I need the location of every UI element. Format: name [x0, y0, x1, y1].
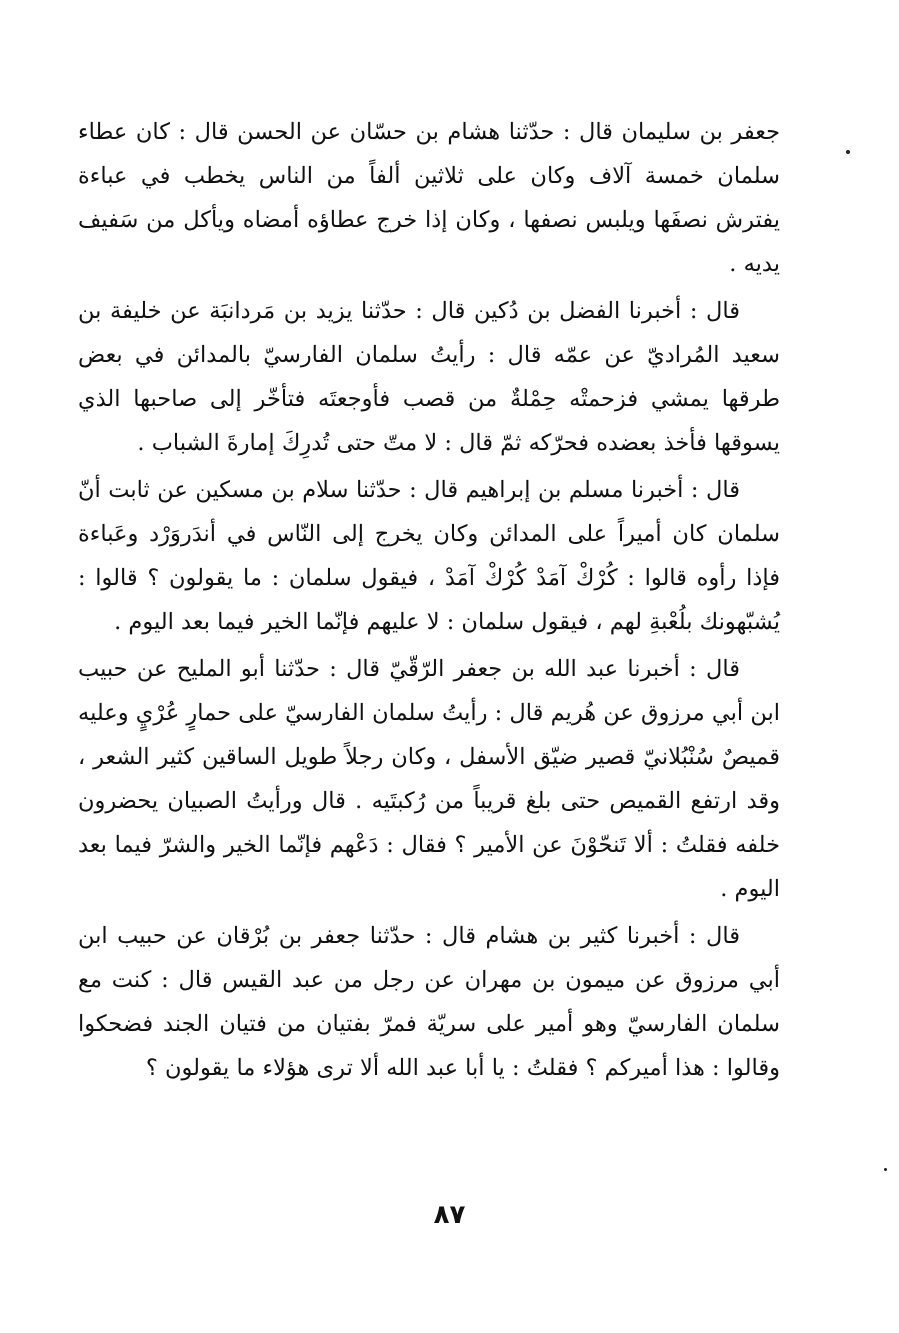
- paragraph-4: قال : أخبرنا عبد الله بن جعفر الرّقّيّ قال : حدّثنا أبو المليح عن حبيب ابن أبي مرزوق عن هُريم قال : رأيتُ سلمان الفارسيّ على حمارٍ عُرْيٍ وعليه قميصٌ سُنْبُلانيّ قصير ضيّق الأسفل ، وكان رجلاً طويل الساقين كثير الشعر ، وقد ارتفع القميص حتى بلغ قريباً من رُكبتَيه . قال ورأيتُ الصبيان يحضرون خلفه فقلتُ : ألا تَنحّوْنَ عن الأمير ؟ فقال : دَعْهم فإنّما الخير والشرّ فيما بعد اليوم .: [78, 656, 780, 902]
- scan-speck: [884, 1168, 887, 1171]
- page-number: ٨٧: [433, 1200, 466, 1230]
- paragraph-2: قال : أخبرنا الفضل بن دُكين قال : حدّثنا يزيد بن مَردانبَة عن خليفة بن سعيد المُراديّ عن عمّه قال : رأيتُ سلمان الفارسيّ بالمدائن في بعض طرقها يمشي فزحمتْه حِمْلةٌ من قصب فأوجعتَه فتأخّر إلى صاحبها الذي يسوقها فأخذ بعضده فحرّكه ثمّ قال : لا متّ حتى تُدرِكَ إمارةَ الشباب .: [78, 298, 780, 456]
- paragraph-3: قال : أخبرنا مسلم بن إبراهيم قال : حدّثنا سلام بن مسكين عن ثابت أنّ سلمان كان أميراً على المدائن وكان يخرج إلى النّاس في أندَروَرْد وعَباءة فإذا رأوه قالوا : كُرْكْ آمَدْ كُرْكْ آمَدْ ، فيقول سلمان : ما يقولون ؟ قالوا : يُشبّهونك بلُعْبةِ لهم ، فيقول سلمان : لا عليهم فإنّما الخير فيما بعد اليوم .: [78, 477, 780, 635]
- paragraph-5: قال : أخبرنا كثير بن هشام قال : حدّثنا جعفر بن بُرْقان عن حبيب ابن أبي مرزوق عن ميمون بن مهران عن رجل من عبد القيس قال : كنت مع سلمان الفارسيّ وهو أمير على سريّة فمرّ بفتيان من فتيان الجند فضحكوا وقالوا : هذا أميركم ؟ فقلتُ : يا أبا عبد الله ألا ترى هؤلاء ما يقولون ؟: [78, 923, 780, 1081]
- paragraph-1: جعفر بن سليمان قال : حدّثنا هشام بن حسّان عن الحسن قال : كان عطاء سلمان خمسة آلاف وكان على ثلاثين ألفاً من الناس يخطب في عباءة يفترش نصفَها ويلبس نصفها ، وكان إذا خرج عطاؤه أمضاه ويأكل من سَفيف يديه .: [78, 119, 780, 277]
- page-body: [78, 110, 780, 1210]
- scan-speck: [846, 150, 850, 154]
